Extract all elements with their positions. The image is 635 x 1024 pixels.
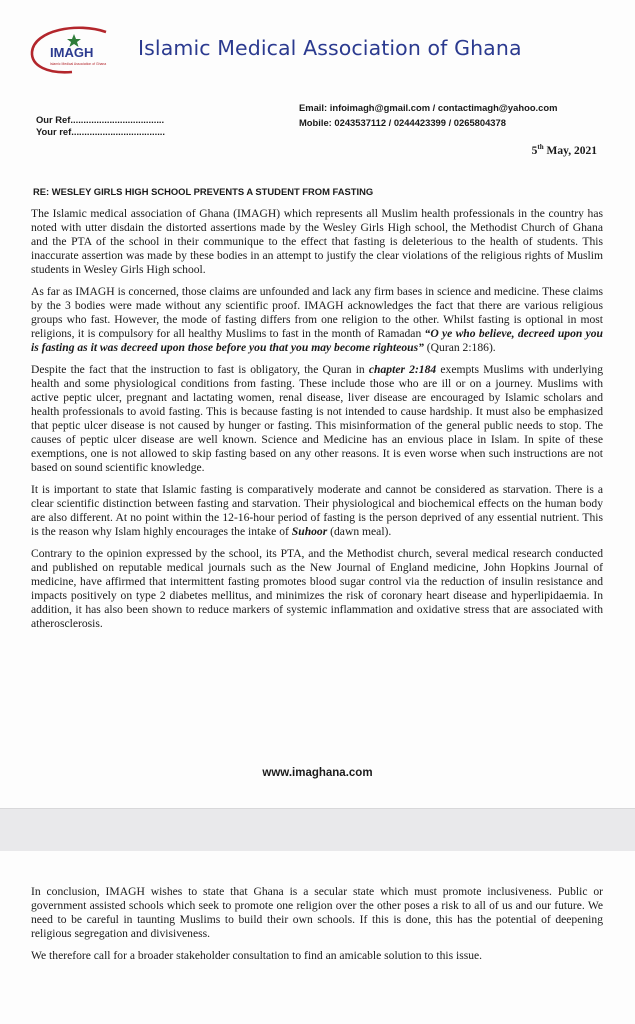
paragraph-5: Contrary to the opinion expressed by the school, its PTA, and the Methodist church, several medical research conducted and published on reputable medical journals such as the New Journal of England medicine, John Hopkins Journal of medicine, have affirmed that intermittent fasting promotes blood sugar control via the reduction of insulin resistance and impacts positively on type 2 diabetes mellitus, and minimizes the risk of coronary heart disease and hyperlipidaemia. In addition, it has also been shown to reduce markers of systemic inflammation and oxidative stress that are associated with atherosclerosis. [31, 547, 603, 630]
quran-quote: “O ye who believe, decreed upon you is fasting as it was decreed upon those before you that you may become righteous” [31, 327, 603, 354]
letter-date: 5th May, 2021 [531, 143, 597, 157]
mobile-line: Mobile: 0243537112 / 0244423399 / 0265804378 [299, 117, 506, 128]
email-line: Email: infoimagh@gmail.com / contactimagh@yahoo.com [299, 102, 558, 113]
reference-lines [36, 114, 165, 138]
letter-subject: RE: WESLEY GIRLS HIGH SCHOOL PREVENTS A STUDENT FROM FASTING [33, 186, 374, 197]
organization-name: Islamic Medical Association of Ghana [138, 36, 522, 60]
svg-text:Islamic Medical Association of: Islamic Medical Association of Ghana [50, 62, 107, 66]
website-footer: www.imaghana.com [262, 767, 373, 779]
paragraph-1: The Islamic medical association of Ghana (IMAGH) which represents all Muslim health professionals in the country has noted with utter disdain the distorted assertions made by the Wesley Girls High school, the Methodist Church of Ghana and the PTA of the school in their communique to the effect that fasting is deleterious to the health of students. This inaccurate assertion was made by these bodies in an attempt to justify the clear violations of the religious rights of Muslim students in Wesley Girls High school. [31, 207, 603, 276]
paragraph-7: We therefore call for a broader stakeholder consultation to find an amicable solution to this issue. [31, 949, 483, 962]
paragraph-3: Despite the fact that the instruction to fast is obligatory, the Quran in chapter 2:184 exempts Muslims with underlying health and some physiological conditions from fasting. These include those who are ill or on a journey. Muslims with active peptic ulcer, pregnant and lactating women, renal disease, liver disease are encouraged by Islamic scholars and health professionals to avoid fasting. This is because fasting is not intended to cause hardship. It must also be emphasized that peptic ulcer disease is not caused by hunger or fasting. This misinformation of the general public needs to stop. The causes of peptic ulcer disease are well known. Science and Medicine has an envious place in Islam. In spite of these exemptions, one is not allowed to skip fasting based on any other reasons. It is even worse when such instructions are not based on sound scientific knowledge. [31, 363, 603, 474]
paragraph-6: In conclusion, IMAGH wishes to state that Ghana is a secular state which must promote inclusiveness. Public or government assisted schools which seek to promote one religion over the other poses a risk to all of us and our future. We need to be careful in taunting Muslims to build their own schools. If this is done, this has the potential of deepening religious segregation and divisiveness. [31, 885, 603, 940]
our-ref: Our Ref.................................... [36, 114, 165, 125]
paragraph-4: It is important to state that Islamic fasting is comparatively moderate and cannot be considered as starvation. There is a clear scientific distinction between fasting and starvation. Their physiological and biochemical effects on the human body are also different. At no point within the 12-16-hour period of fasting is the person deprived of any essential nutrient. This is the reason why Islam highly encourages the intake of Suhoor (dawn meal). [31, 483, 603, 538]
your-ref: Your ref.................................... [36, 126, 166, 137]
imagh-logo [28, 26, 132, 78]
letter-page-2 [0, 851, 635, 1024]
letter-body-page-2 [31, 885, 603, 971]
svg-text:IMAGH: IMAGH [50, 45, 94, 60]
paragraph-2: As far as IMAGH is concerned, those claims are unfounded and lack any firm bases in science and medicine. These claims by the 3 bodies were made without any scientific proof. IMAGH acknowledges the fact that there are various religious groups who fast. However, the mode of fasting differs from one religion to the other. Whilst fasting is optional in most religions, it is compulsory for all healthy Muslims to fast in the month of Ramadan “O ye who believe, decreed upon you is fasting as it was decreed upon those before you that you may become righteous” (Quran 2:186). [31, 285, 603, 354]
logo-swoosh-icon [28, 26, 132, 78]
page-separator [0, 808, 635, 852]
contact-info [299, 100, 557, 130]
letter-body-page-1 [31, 207, 603, 639]
